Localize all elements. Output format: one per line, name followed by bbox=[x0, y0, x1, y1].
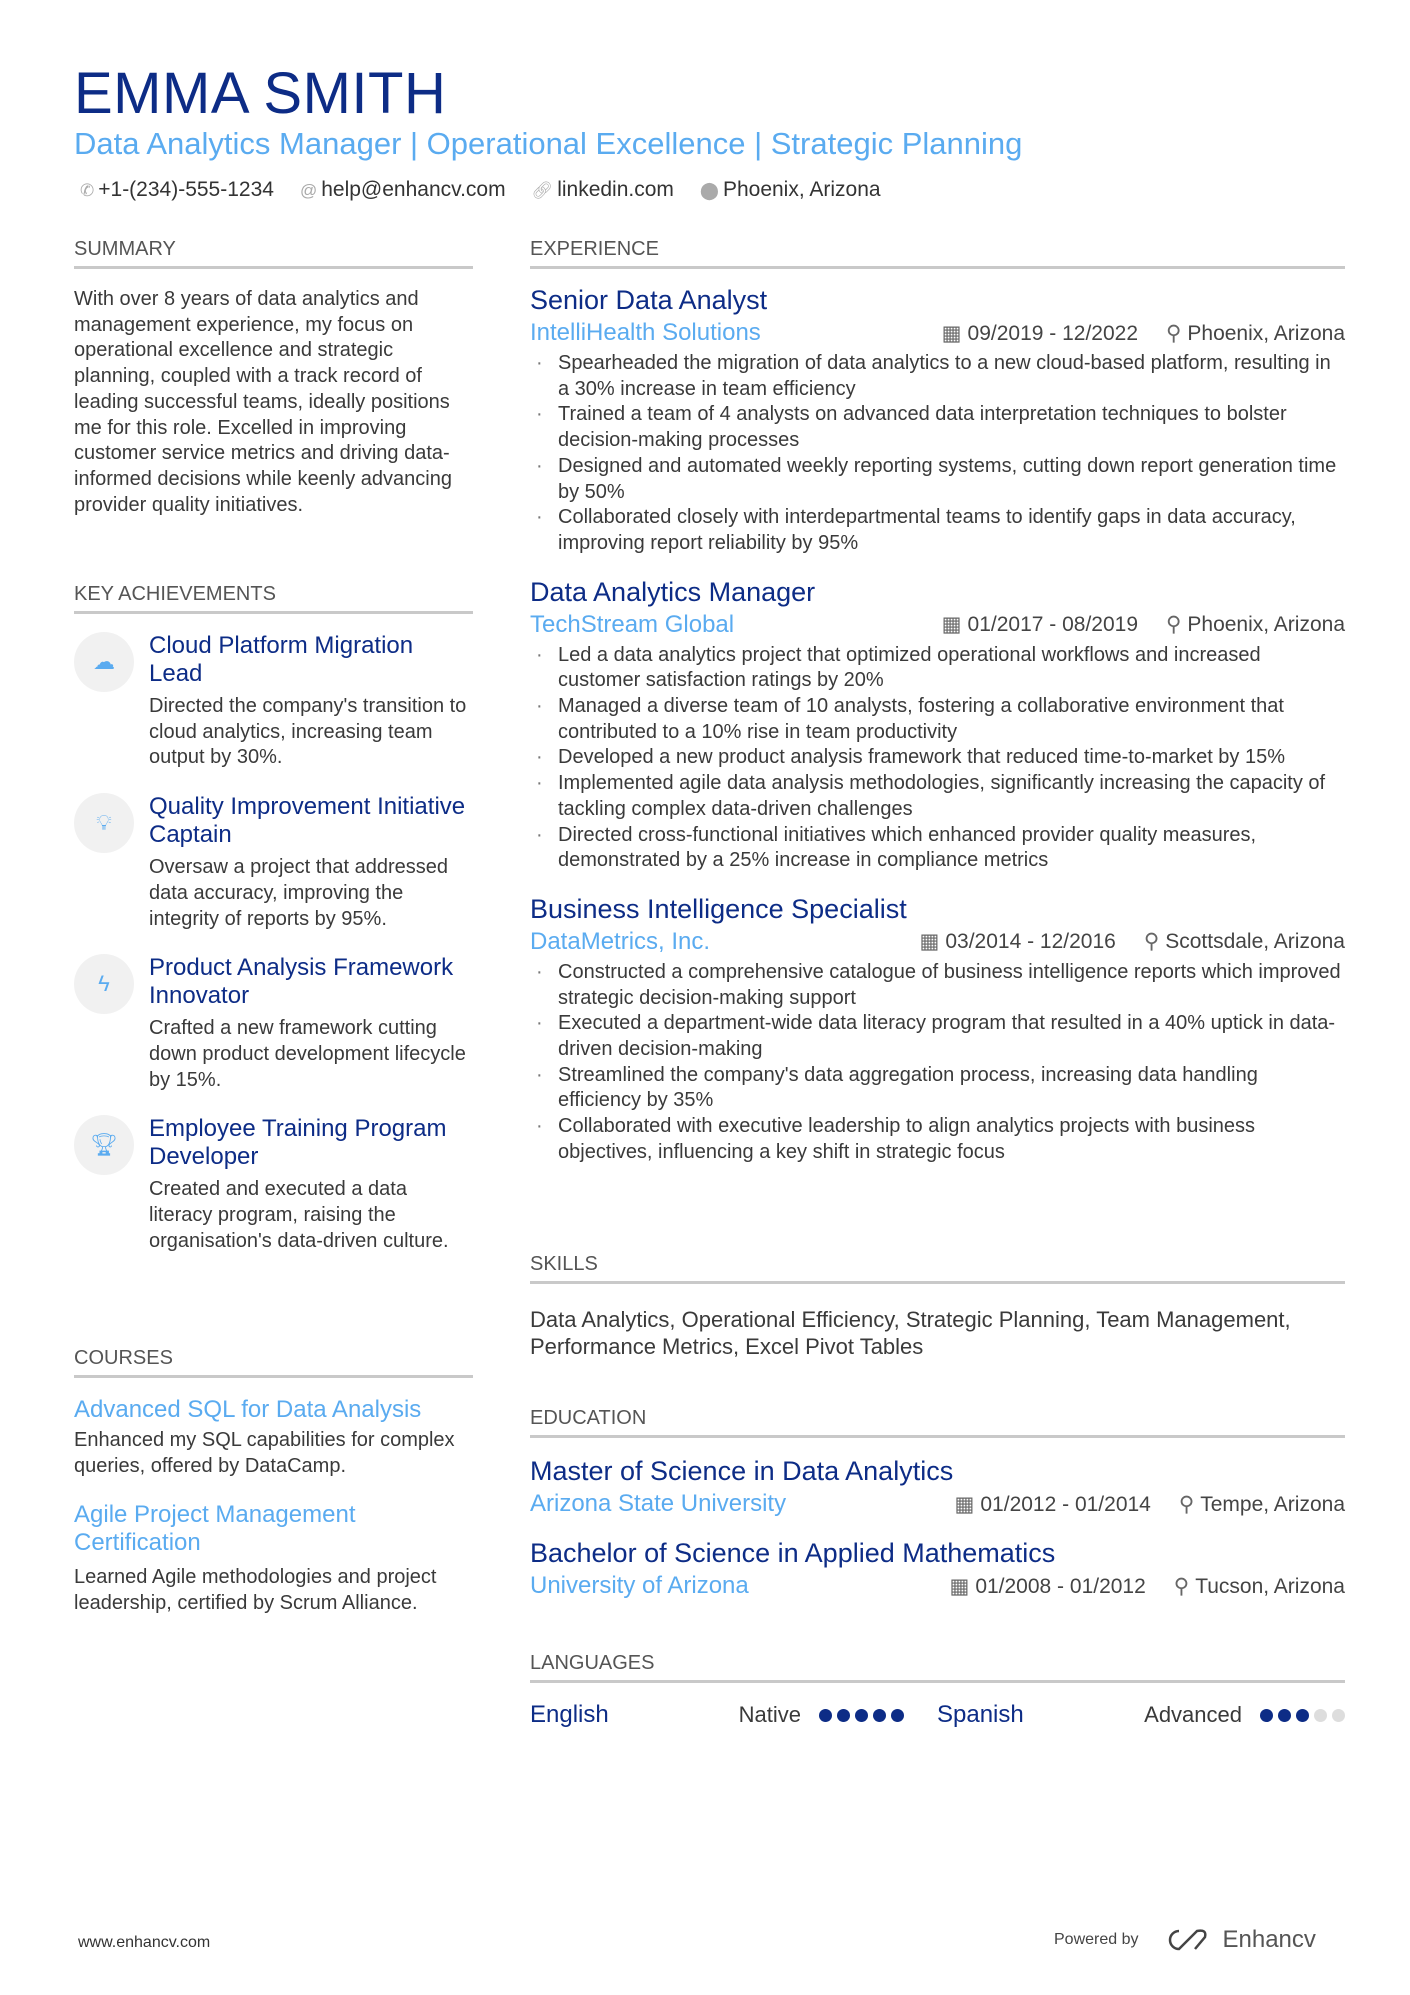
achievement-title: Quality Improvement Initiative Captain bbox=[149, 793, 466, 849]
achievement-desc: Directed the company's transition to cloud analytics, increasing team output by 30%. bbox=[149, 695, 467, 769]
achievement-desc: Crafted a new framework cutting down product development lifecycle by 15%. bbox=[149, 1017, 466, 1091]
achievement-item bbox=[74, 632, 473, 771]
rating-dot bbox=[819, 1709, 832, 1722]
enhancv-logo bbox=[1165, 1926, 1316, 1954]
education-entry bbox=[530, 1454, 1345, 1518]
achievements-section bbox=[74, 583, 473, 1254]
job-location: Phoenix, Arizona bbox=[1187, 613, 1345, 637]
rating-dot bbox=[855, 1709, 868, 1722]
school-name: University of Arizona bbox=[530, 1572, 749, 1599]
calendar-icon: ▦ bbox=[954, 1492, 975, 1516]
education-entry bbox=[530, 1536, 1345, 1600]
course-item bbox=[74, 1501, 473, 1616]
language-name: English bbox=[530, 1701, 609, 1728]
location-text: Phoenix, Arizona bbox=[722, 178, 881, 201]
phone-contact bbox=[80, 178, 274, 202]
job-bullet: · Managed a diverse team of 10 analysts, fostering a collaborative environment that contributed to a 10% rise in team productivity bbox=[530, 694, 1345, 745]
job-bullets bbox=[530, 643, 1345, 874]
job-entry bbox=[530, 892, 1345, 1166]
skills-text: Data Analytics, Operational Efficiency, Strategic Planning, Team Management, Performance Metrics, Excel Pivot Tables bbox=[530, 1307, 1291, 1359]
rating-dot bbox=[1296, 1709, 1309, 1722]
job-bullet: · Developed a new product analysis framework that reduced time-to-market by 15% bbox=[530, 745, 1345, 771]
job-bullet: · Constructed a comprehensive catalogue of business intelligence reports which improved strategic decision-making support bbox=[530, 960, 1345, 1011]
achievement-desc: Created and executed a data literacy program, raising the organisation's data-driven culture. bbox=[149, 1178, 449, 1252]
achievement-item bbox=[74, 1115, 473, 1254]
job-bullet: · Spearheaded the migration of data analytics to a new cloud-based platform, resulting in a 30% increase in team efficiency bbox=[530, 351, 1345, 402]
language-rating bbox=[1260, 1709, 1345, 1722]
job-title: Data Analytics Manager bbox=[530, 576, 816, 607]
job-bullet: · Implemented agile data analysis methodologies, significantly increasing the capacity of tackling complex data-driven challenges bbox=[530, 771, 1345, 822]
school-name: Arizona State University bbox=[530, 1490, 787, 1517]
calendar-icon: ▦ bbox=[941, 613, 962, 637]
link-contact[interactable] bbox=[532, 178, 674, 202]
candidate-name: EMMA SMITH bbox=[74, 61, 447, 126]
achievement-title: Product Analysis Framework Innovator bbox=[149, 954, 454, 1010]
phone-icon: ✆ bbox=[80, 181, 95, 200]
courses-section bbox=[74, 1347, 473, 1617]
achievement-title: Cloud Platform Migration Lead bbox=[149, 632, 414, 687]
job-bullets bbox=[530, 960, 1345, 1166]
head-icon: ☁ bbox=[74, 632, 134, 692]
job-bullets bbox=[530, 351, 1345, 557]
calendar-icon: ▦ bbox=[949, 1574, 970, 1598]
location-pin-icon: ⚲ bbox=[1166, 613, 1182, 637]
edu-location: Tempe, Arizona bbox=[1200, 1492, 1345, 1516]
rating-dot bbox=[873, 1709, 886, 1722]
degree-title: Bachelor of Science in Applied Mathematics bbox=[530, 1538, 1056, 1568]
achievement-item bbox=[74, 954, 473, 1093]
section-heading: LANGUAGES bbox=[530, 1652, 1345, 1683]
candidate-subtitle: Data Analytics Manager | Operational Excellence | Strategic Planning bbox=[74, 126, 1023, 161]
experience-section bbox=[530, 238, 1345, 1166]
language-level: Native bbox=[738, 1702, 801, 1727]
summary-section bbox=[74, 238, 473, 518]
language-item bbox=[530, 1701, 937, 1729]
powered-by-text: Powered by bbox=[1054, 1931, 1139, 1948]
job-bullet: · Trained a team of 4 analysts on advanced data interpretation techniques to bolster decision-making processes bbox=[530, 402, 1345, 453]
company-name: DataMetrics, Inc. bbox=[530, 927, 711, 955]
job-title: Senior Data Analyst bbox=[530, 285, 768, 315]
edu-dates: 01/2012 - 01/2014 bbox=[980, 1492, 1151, 1516]
job-dates: 09/2019 - 12/2022 bbox=[967, 321, 1138, 345]
lightbulb-icon: 💡︎ bbox=[74, 793, 134, 853]
rating-dot bbox=[1260, 1709, 1273, 1722]
job-title: Business Intelligence Specialist bbox=[530, 893, 907, 924]
job-location: Scottsdale, Arizona bbox=[1165, 930, 1345, 954]
email-contact[interactable] bbox=[300, 178, 506, 202]
location-pin-icon: ⚲ bbox=[1166, 321, 1182, 345]
language-name: Spanish bbox=[937, 1701, 1024, 1728]
job-bullet: · Led a data analytics project that optimized operational workflows and increased customer satisfaction ratings by 20% bbox=[530, 643, 1345, 694]
link-text[interactable]: linkedin.com bbox=[557, 178, 674, 201]
company-name: IntelliHealth Solutions bbox=[530, 319, 761, 346]
language-item bbox=[937, 1701, 1345, 1729]
section-heading: SUMMARY bbox=[74, 238, 473, 269]
language-level: Advanced bbox=[1144, 1702, 1242, 1727]
job-bullet: · Directed cross-functional initiatives which enhanced provider quality measures, demonstrated by a 25% increase in compliance metrics bbox=[530, 823, 1345, 874]
course-title: Advanced SQL for Data Analysis bbox=[74, 1396, 422, 1423]
company-name: TechStream Global bbox=[530, 610, 735, 638]
rating-dot bbox=[1278, 1709, 1291, 1722]
bolt-icon: ϟ bbox=[74, 954, 134, 1014]
email-text[interactable]: help@enhancv.com bbox=[321, 178, 506, 201]
section-heading: EDUCATION bbox=[530, 1407, 1345, 1438]
job-entry bbox=[530, 575, 1345, 874]
location-pin-icon: ⚲ bbox=[1143, 930, 1160, 954]
section-heading: SKILLS bbox=[530, 1253, 1345, 1284]
job-dates: 01/2017 - 08/2019 bbox=[967, 613, 1138, 637]
footer-website[interactable]: www.enhancv.com bbox=[78, 1934, 211, 1951]
phone-text: +1-(234)-555-1234 bbox=[98, 178, 274, 201]
course-title: Agile Project Management Certification bbox=[74, 1501, 356, 1557]
section-heading: COURSES bbox=[74, 1347, 473, 1378]
skills-section bbox=[530, 1253, 1345, 1360]
achievement-title: Employee Training Program Developer bbox=[149, 1115, 447, 1171]
location-pin-icon: ⬤ bbox=[699, 181, 719, 200]
summary-text: With over 8 years of data analytics and management experience, my focus on operational excellence and strategic planning, coupled with a track record of leading successful teams, ideally positions me for this role. Excelled in improving customer service metrics and driving data-informed decisions while keenly advancing provider quality initiatives. bbox=[74, 288, 452, 516]
rating-dot bbox=[891, 1709, 904, 1722]
achievement-desc: Oversaw a project that addressed data accuracy, improving the integrity of reports by 95%. bbox=[149, 856, 449, 930]
section-heading: KEY ACHIEVEMENTS bbox=[74, 583, 473, 614]
job-bullet: · Streamlined the company's data aggregation process, increasing data handling efficiency by 35% bbox=[530, 1063, 1345, 1114]
location-pin-icon: ⚲ bbox=[1178, 1492, 1195, 1516]
degree-title: Master of Science in Data Analytics bbox=[530, 1456, 954, 1486]
course-item bbox=[74, 1396, 473, 1479]
rating-dot bbox=[1332, 1709, 1345, 1722]
footer-branding bbox=[1054, 1926, 1316, 1954]
at-icon: @ bbox=[299, 181, 318, 200]
trophy-icon: 🏆︎ bbox=[74, 1115, 134, 1175]
enhancv-logo-icon bbox=[1165, 1927, 1211, 1953]
location-pin-icon: ⚲ bbox=[1173, 1574, 1190, 1598]
location-contact bbox=[700, 178, 881, 202]
rating-dot bbox=[1314, 1709, 1327, 1722]
job-bullet: · Collaborated closely with interdepartmental teams to identify gaps in data accuracy, improving report reliability by 95% bbox=[530, 505, 1345, 556]
calendar-icon: ▦ bbox=[941, 321, 962, 345]
job-entry bbox=[530, 283, 1345, 557]
rating-dot bbox=[837, 1709, 850, 1722]
job-location: Phoenix, Arizona bbox=[1187, 321, 1345, 345]
education-section bbox=[530, 1407, 1345, 1600]
link-icon: 🔗︎ bbox=[531, 181, 554, 200]
course-desc: Learned Agile methodologies and project leadership, certified by Scrum Alliance. bbox=[74, 1566, 437, 1615]
job-bullet: · Collaborated with executive leadership to align analytics projects with business objectives, influencing a key shift in strategic focus bbox=[530, 1114, 1345, 1165]
edu-dates: 01/2008 - 01/2012 bbox=[975, 1574, 1146, 1598]
course-desc: Enhanced my SQL capabilities for complex queries, offered by DataCamp. bbox=[74, 1429, 455, 1477]
language-rating bbox=[819, 1709, 904, 1722]
brand-name: Enhancv bbox=[1222, 1926, 1316, 1953]
calendar-icon: ▦ bbox=[919, 930, 940, 954]
languages-section bbox=[530, 1652, 1345, 1729]
job-dates: 03/2014 - 12/2016 bbox=[945, 930, 1116, 954]
achievement-item bbox=[74, 793, 473, 932]
edu-location: Tucson, Arizona bbox=[1195, 1574, 1345, 1598]
job-bullet: · Executed a department-wide data literacy program that resulted in a 40% uptick in data-driven decision-making bbox=[530, 1011, 1345, 1062]
job-bullet: · Designed and automated weekly reporting systems, cutting down report generation time by 50% bbox=[530, 454, 1345, 505]
contact-bar bbox=[80, 178, 881, 202]
section-heading: EXPERIENCE bbox=[530, 238, 1345, 269]
